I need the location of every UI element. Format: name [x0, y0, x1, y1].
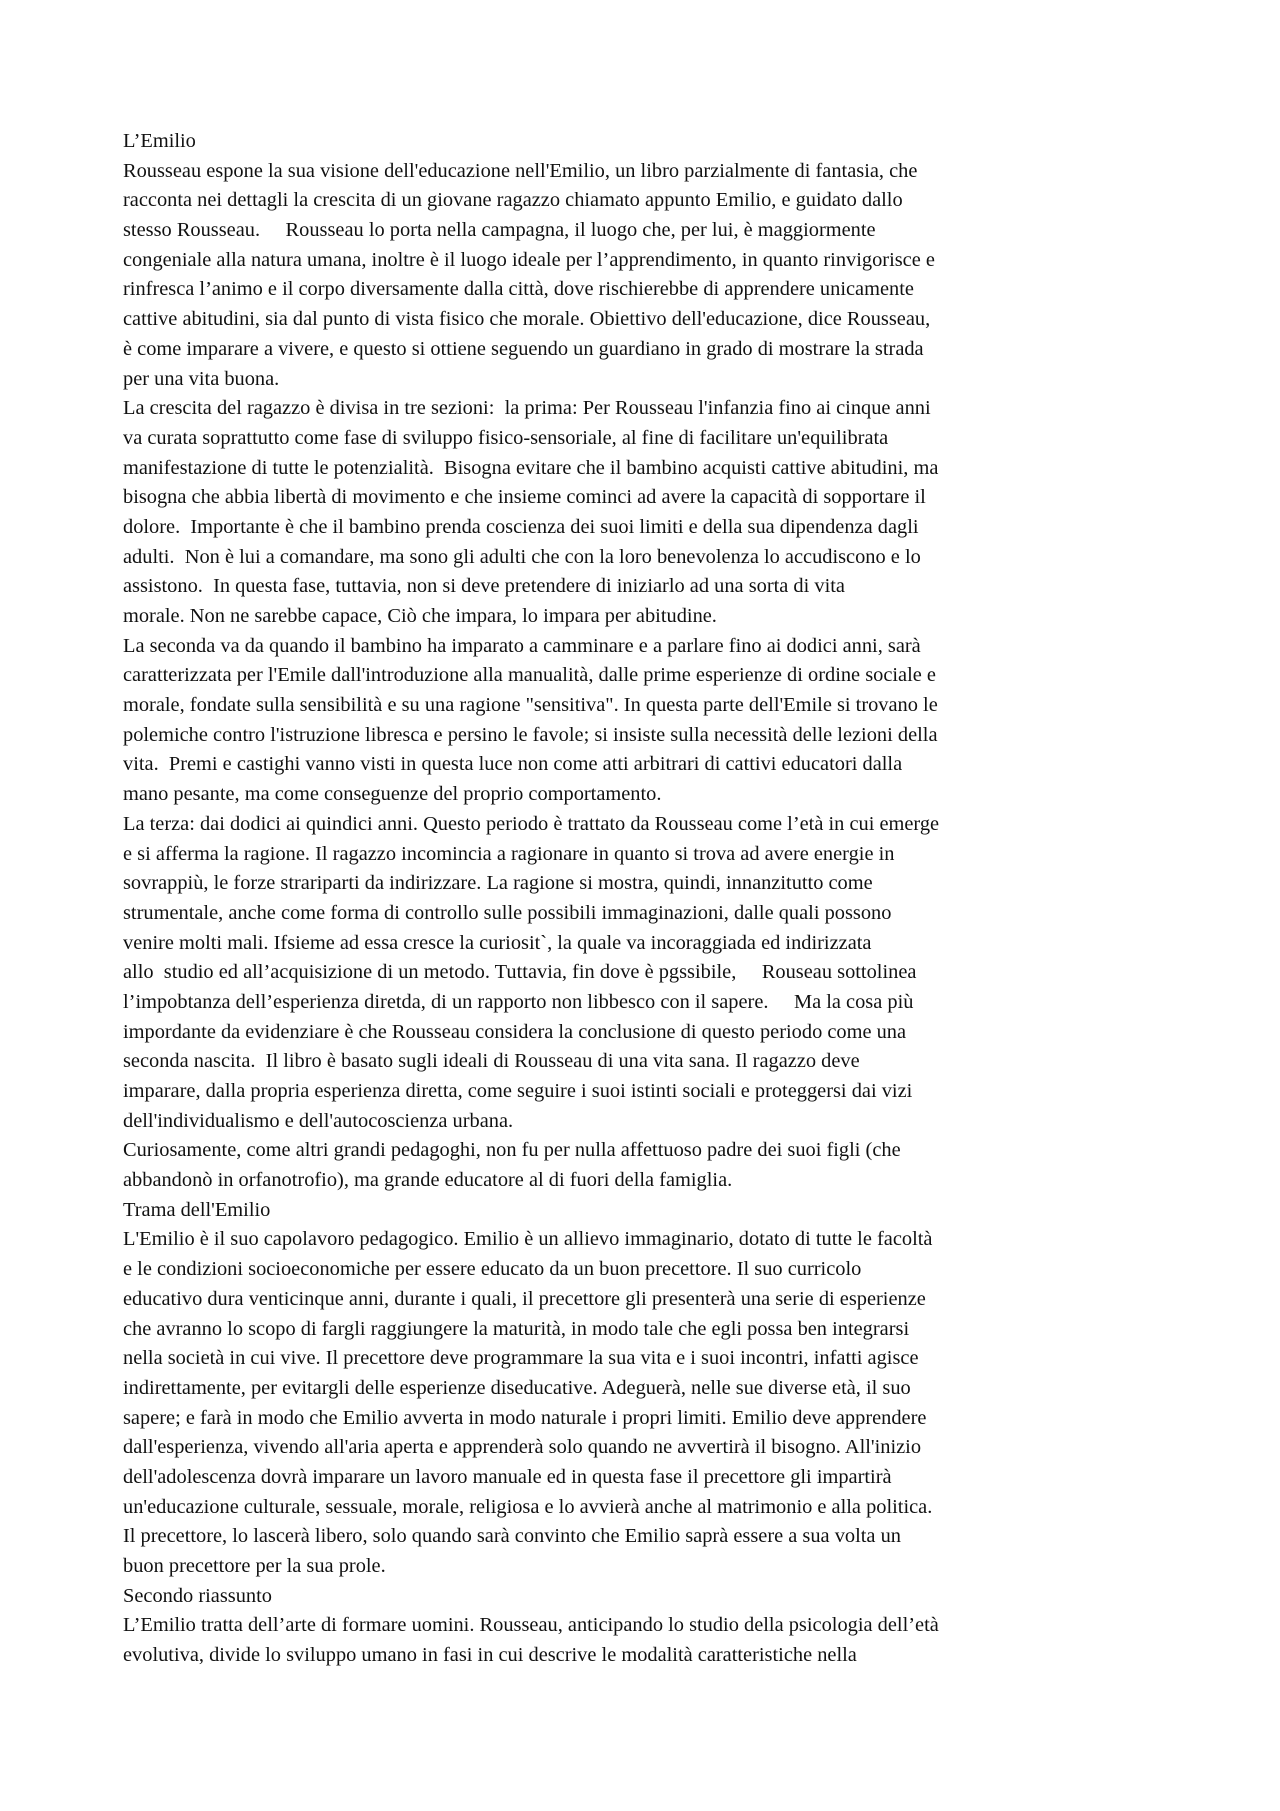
text-line: dall'esperienza, vivendo all'aria aperta e apprenderà solo quando ne avvertirà il bisogno. All'inizio — [123, 1436, 922, 1459]
text-line: L'Emilio è il suo capolavoro pedagogico. Emilio è un allievo immaginario, dotato di tutte le facoltà — [123, 1228, 933, 1251]
text-line: impordante da evidenziare è che Rousseau considera la conclusione di questo periodo come una — [123, 1020, 907, 1043]
text-line: e si afferma la ragione. Il ragazzo incomincia a ragionare in quanto si trova ad avere energie in — [123, 842, 895, 865]
text-line: La seconda va da quando il bambino ha imparato a camminare e a parlare fino ai dodici anni, sarà — [123, 634, 921, 657]
document-text — [123, 127, 1173, 1671]
text-line: educativo dura venticinque anni, durante i quali, il precettore gli presenterà una serie di esperienze — [123, 1287, 926, 1310]
text-line: dell'individualismo e dell'autocoscienza urbana. — [123, 1109, 514, 1132]
text-line: va curata soprattutto come fase di sviluppo fisico-sensoriale, al fine di facilitare un'equilibrata — [123, 426, 889, 449]
text-line: polemiche contro l'istruzione libresca e persino le favole; si insiste sulla necessità delle lezioni della — [123, 723, 938, 746]
text-line: morale, fondate sulla sensibilità e su una ragione "sensitiva". In questa parte dell'Emile si trovano le — [123, 694, 938, 717]
text-line: manifestazione di tutte le potenzialità. Bisogna evitare che il bambino acquisti cattive abitudini, ma — [123, 456, 939, 479]
text-line: bisogna che abbia libertà di movimento e che insieme cominci ad avere la capacità di sopportare il — [123, 486, 926, 509]
text-line: sovrappiù, le forze strariparti da indirizzare. La ragione si mostra, quindi, innanzitutto come — [123, 872, 873, 895]
text-line: cattive abitudini, sia dal punto di vista fisico che morale. Obiettivo dell'educazione, dice Rousseau, — [123, 308, 931, 331]
text-line: racconta nei dettagli la crescita di un giovane ragazzo chiamato appunto Emilio, e guidato dallo — [123, 189, 903, 212]
text-line: evolutiva, divide lo sviluppo umano in fasi in cui descrive le modalità caratteristiche nella — [123, 1644, 857, 1667]
text-line: vita. Premi e castighi vanno visti in questa luce non come atti arbitrari di cattivi educatori dalla — [123, 753, 903, 776]
text-line: Secondo riassunto — [123, 1584, 272, 1607]
text-line: un'educazione culturale, sessuale, morale, religiosa e lo avvierà anche al matrimonio e alla politica. — [123, 1495, 933, 1518]
text-line: L’Emilio tratta dell’arte di formare uomini. Rousseau, anticipando lo studio della psicologia dell’età — [123, 1614, 939, 1637]
text-line: strumentale, anche come forma di controllo sulle possibili immaginazioni, dalle quali possono — [123, 901, 892, 924]
text-line: e le condizioni socioeconomiche per essere educato da un buon precettore. Il suo curricolo — [123, 1258, 862, 1281]
text-line: rinfresca l’animo e il corpo diversamente dalla città, dove rischierebbe di apprendere unicamente — [123, 278, 914, 301]
text-line: nella società in cui vive. Il precettore deve programmare la sua vita e i suoi incontri, infatti agisce — [123, 1347, 919, 1370]
text-line: Trama dell'Emilio — [123, 1198, 271, 1221]
text-line: assistono. In questa fase, tuttavia, non si deve pretendere di iniziarlo ad una sorta di vita — [123, 575, 845, 598]
text-line: indirettamente, per evitargli delle esperienze diseducative. Adeguerà, nelle sue diverse età, il suo — [123, 1376, 911, 1399]
text-line: allo studio ed all’acquisizione di un metodo. Tuttavia, fin dove è pgssibile, Rouseau sottolinea — [123, 961, 917, 984]
text-line: l’impobtanza dell’esperienza diretda, di un rapporto non libbesco con il sapere. Ma la cosa più — [123, 990, 914, 1013]
text-line: adulti. Non è lui a comandare, ma sono gli adulti che con la loro benevolenza lo accudiscono e lo — [123, 545, 921, 568]
text-line: stesso Rousseau. Rousseau lo porta nella campagna, il luogo che, per lui, è maggiormente — [123, 219, 876, 242]
text-line: Rousseau espone la sua visione dell'educazione nell'Emilio, un libro parzialmente di fantasia, che — [123, 159, 918, 182]
text-line: è come imparare a vivere, e questo si ottiene seguendo un guardiano in grado di mostrare la strada — [123, 337, 924, 360]
text-line: caratterizzata per l'Emile dall'introduzione alla manualità, dalle prime esperienze di ordine sociale e — [123, 664, 936, 687]
text-line: dell'adolescenza dovrà imparare un lavoro manuale ed in questa fase il precettore gli impartirà — [123, 1465, 892, 1488]
text-line: Curiosamente, come altri grandi pedagoghi, non fu per nulla affettuoso padre dei suoi figli (che — [123, 1139, 901, 1162]
text-line: La terza: dai dodici ai quindici anni. Questo periodo è trattato da Rousseau come l’età in cui emerge — [123, 812, 940, 835]
text-line: La crescita del ragazzo è divisa in tre sezioni: la prima: Per Rousseau l'infanzia fino ai cinque anni — [123, 397, 931, 420]
text-line: morale. Non ne sarebbe capace, Ciò che impara, lo impara per abitudine. — [123, 605, 717, 627]
text-line: per una vita buona. — [123, 367, 280, 390]
text-line: venire molti mali. Ifsieme ad essa cresce la curiosit`, la quale va incoraggiada ed indirizzata — [123, 931, 872, 954]
text-line: Il precettore, lo lascerà libero, solo quando sarà convinto che Emilio saprà essere a sua volta un — [123, 1525, 901, 1548]
text-line: mano pesante, ma come conseguenze del proprio comportamento. — [123, 783, 662, 806]
text-line: abbandonò in orfanotrofio), ma grande educatore al di fuori della famiglia. — [123, 1169, 733, 1192]
text-line: buon precettore per la sua prole. — [123, 1555, 386, 1577]
text-line: che avranno lo scopo di fargli raggiungere la maturità, in modo tale che egli possa ben integrarsi — [123, 1317, 910, 1340]
text-line: imparare, dalla propria esperienza diretta, come seguire i suoi istinti sociali e proteggersi dai vizi — [123, 1080, 913, 1102]
text-line: congeniale alla natura umana, inoltre è il luogo ideale per l’apprendimento, in quanto rinvigorisce e — [123, 248, 935, 271]
text-line: seconda nascita. Il libro è basato sugli ideali di Rousseau di una vita sana. Il ragazzo deve — [123, 1050, 860, 1073]
text-line: sapere; e farà in modo che Emilio avverta in modo naturale i propri limiti. Emilio deve apprendere — [123, 1406, 927, 1429]
text-line: L’Emilio — [123, 130, 196, 152]
text-line: dolore. Importante è che il bambino prenda coscienza dei suoi limiti e della sua dipendenza dagli — [123, 515, 919, 538]
